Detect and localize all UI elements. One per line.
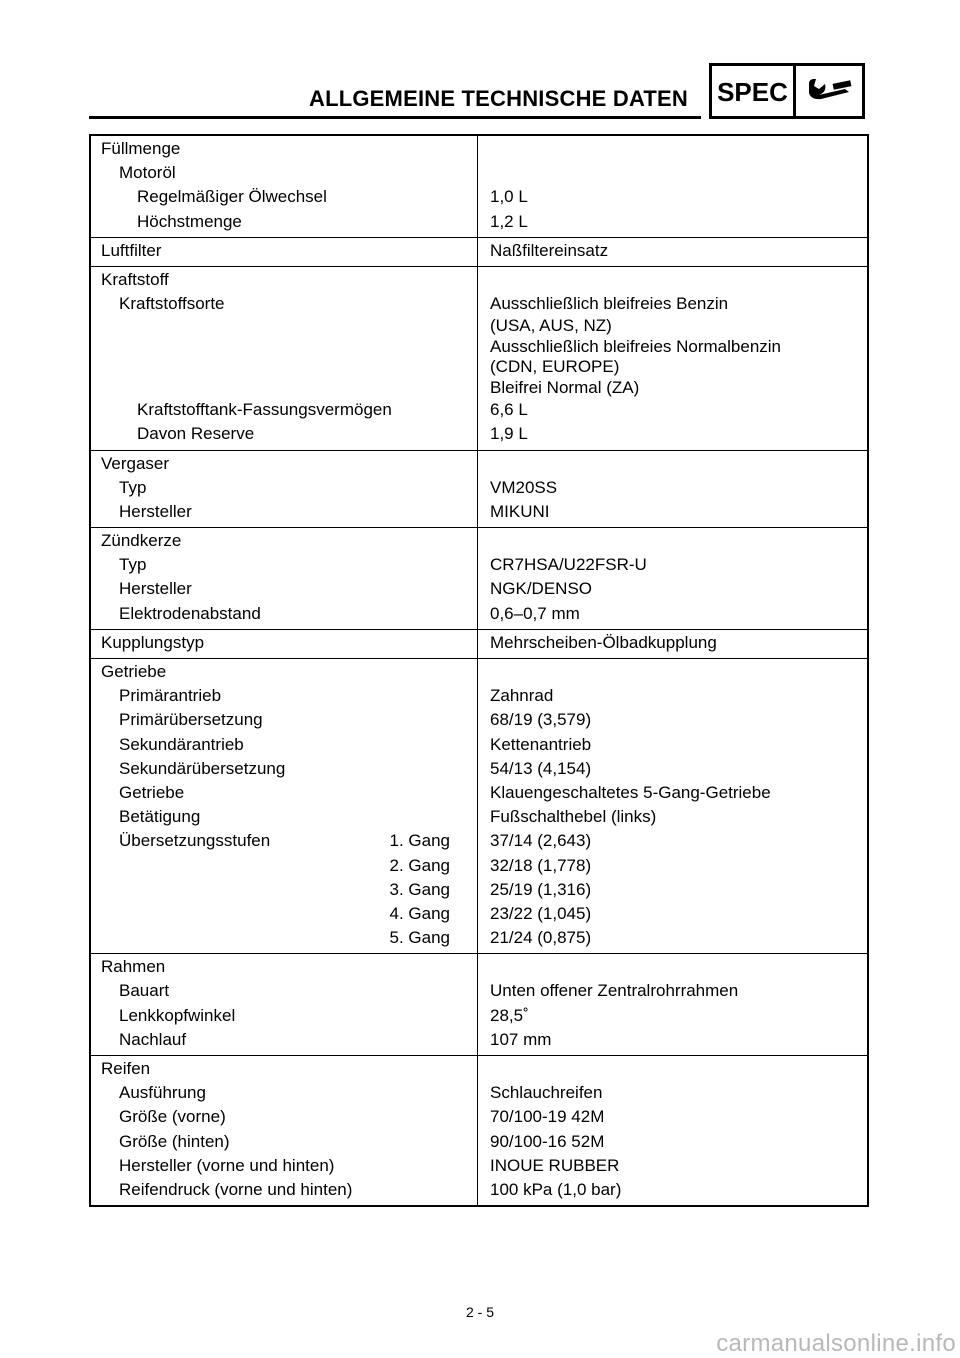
value-line: Ausschließlich bleifreies Benzin [490,294,729,314]
value-line: Ausschließlich bleifreies Normalbenzin [490,336,782,356]
spec-table [89,134,869,1207]
section-getriebe [91,658,867,953]
table-row [91,902,867,926]
row-label: Bauart [119,981,170,1001]
row-value: 6,6 L [490,400,528,420]
row-value: MIKUNI [490,501,550,521]
row-value: 1,9 L [490,424,528,444]
section-title: Reifen [101,1059,151,1078]
table-row [91,452,867,476]
row-value: 107 mm [490,1029,552,1049]
row-label: Kraftstofftank-Fassungsvermögen [137,400,392,420]
row-label: Primärübersetzung [119,710,263,730]
table-row [91,1028,867,1052]
table-row [91,185,867,209]
value-line: (USA, AUS, NZ) [490,316,612,336]
table-row [91,781,867,805]
row-label: Größe (hinten) [119,1131,230,1151]
table-row [91,708,867,732]
row-label: Typ [119,477,147,497]
table-row [91,631,867,655]
value-line: (CDN, EUROPE) [490,357,620,377]
gear-label: 2. Gang [389,855,450,875]
table-row [91,210,867,234]
row-value: 54/13 (4,154) [490,758,592,778]
row-label: Höchstmenge [137,211,242,231]
table-row [91,878,867,902]
row-label: Getriebe [119,782,185,802]
watermark: carmanualsonline.info [716,1330,956,1357]
row-label: Ausführung [119,1083,206,1103]
table-row [91,137,867,161]
section-title: Kraftstoff [101,269,169,289]
table-row [91,161,867,185]
table-row [91,1081,867,1105]
row-value: 100 kPa (1,0 bar) [490,1179,622,1199]
table-row [91,529,867,553]
row-value: 1,2 L [490,211,528,231]
row-value: Mehrscheiben-Ölbadkupplung [490,632,717,652]
table-row [91,1178,867,1202]
row-label: Größe (vorne) [119,1107,226,1127]
row-label: Elektrodenabstand [119,603,261,623]
table-row [91,684,867,708]
row-value: INOUE RUBBER [490,1155,620,1175]
row-value: Klauengeschaltetes 5-Gang-Getriebe [490,782,771,802]
row-label: Betätigung [119,807,201,827]
row-value: 1,0 L [490,187,528,207]
value-line: Bleifrei Normal (ZA) [490,377,640,397]
row-label [91,854,478,878]
table-row [91,422,867,446]
table-row [91,733,867,757]
spec-badge-text: SPEC [712,66,796,116]
section-rahmen [91,953,867,1055]
row-label: Reifendruck (vorne und hinten) [119,1179,353,1199]
section-title: Füllmenge [101,139,181,158]
gear-label: 5. Gang [389,928,450,948]
table-row [91,500,867,524]
row-label [91,926,478,950]
table-row [91,805,867,829]
row-label: Nachlauf [119,1029,187,1049]
table-row [91,239,867,263]
table-row [91,854,867,878]
table-row [91,398,867,422]
gear-label: 4. Gang [389,903,450,923]
row-label: Luftfilter [101,240,162,260]
table-row [91,553,867,577]
row-value: 25/19 (1,316) [490,879,592,899]
row-value: 70/100-19 42M [490,1107,605,1127]
table-row [91,602,867,626]
table-row [91,292,867,398]
table-row [91,268,867,292]
row-value: Unten offener Zentralrohrrahmen [490,981,739,1001]
gear-label: 3. Gang [389,879,450,899]
section-title: Vergaser [101,453,170,473]
table-row [91,955,867,979]
row-value: 37/14 (2,643) [490,831,592,851]
row-value: 90/100-16 52M [490,1131,605,1151]
row-value: 68/19 (3,579) [490,710,592,730]
table-row [91,577,867,601]
section-kupplung [91,629,867,658]
section-vergaser [91,450,867,528]
row-label [91,878,478,902]
table-row [91,1130,867,1154]
table-row [91,757,867,781]
row-label: Hersteller [119,579,192,599]
row-label: Kupplungstyp [101,632,205,652]
table-row [91,660,867,684]
header-rule [89,116,701,119]
table-row [91,1004,867,1028]
section-reifen [91,1055,867,1205]
row-value: 28,5˚ [490,1005,529,1025]
row-value [478,292,781,398]
section-kraftstoff [91,266,867,450]
row-value: CR7HSA/U22FSR-U [490,555,647,575]
section-title: Zündkerze [101,531,182,551]
table-row [91,829,867,853]
row-label: Lenkkopfwinkel [119,1005,236,1025]
row-label: Regelmäßiger Ölwechsel [137,187,327,207]
row-label: Typ [119,555,147,575]
row-label: Hersteller [119,501,192,521]
row-label: Hersteller (vorne und hinten) [119,1155,335,1175]
row-value: VM20SS [490,477,558,497]
section-title: Getriebe [101,662,167,681]
spec-badge [709,63,865,119]
table-row [91,926,867,950]
gear-stages-label: Übersetzungsstufen [119,831,271,851]
row-value: Schlauchreifen [490,1083,603,1103]
row-label: Motoröl [119,163,176,183]
row-label: Sekundärübersetzung [119,758,286,778]
table-row [91,979,867,1003]
row-value: 21/24 (0,875) [490,928,592,948]
row-label: Primärantrieb [119,686,222,706]
wrench-icon [796,66,862,116]
row-value: 32/18 (1,778) [490,855,592,875]
row-value: 0,6–0,7 mm [490,603,580,623]
table-row [91,476,867,500]
row-value: 23/22 (1,045) [490,903,592,923]
row-value: Kettenantrieb [490,734,592,754]
row-label: Davon Reserve [137,424,255,444]
table-row [91,1057,867,1081]
section-luftfilter [91,237,867,266]
row-label [91,829,478,853]
page-title: ALLGEMEINE TECHNISCHE DATEN [309,86,689,111]
table-row [91,1154,867,1178]
row-label [91,902,478,926]
row-value: Naßfiltereinsatz [490,240,609,260]
page-number: 2 - 5 [465,1304,494,1320]
section-zuendkerze [91,527,867,629]
section-fuellmenge [91,136,867,237]
row-label: Sekundärantrieb [119,734,244,754]
row-value: Fußschalthebel (links) [490,807,657,827]
table-row [91,1105,867,1129]
row-label: Kraftstoffsorte [119,294,225,314]
gear-label: 1. Gang [389,831,450,851]
row-value: Zahnrad [490,686,554,706]
section-title: Rahmen [101,957,166,977]
row-value: NGK/DENSO [490,579,593,599]
